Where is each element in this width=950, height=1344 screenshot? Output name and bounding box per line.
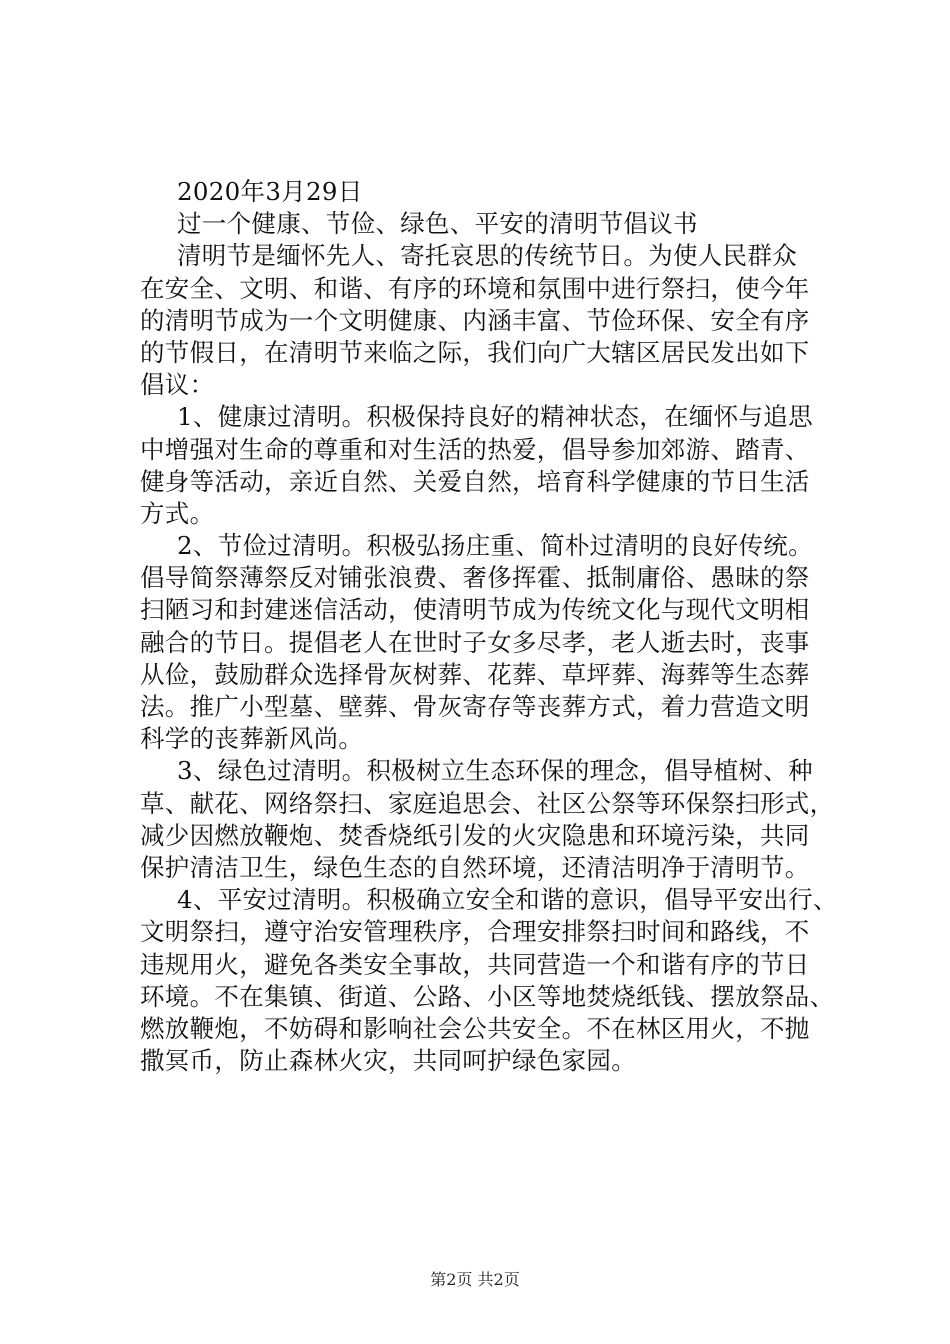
paragraph-line: 中增强对生命的尊重和对生活的热爱，倡导参加郊游、踏青、	[140, 434, 810, 464]
paragraph-line: 在安全、文明、和谐、有序的环境和氛围中进行祭扫，使今年	[140, 273, 810, 303]
paragraph-line: 3、绿色过清明。积极树立生态环保的理念，倡导植树、种	[177, 756, 813, 786]
paragraph-line: 环境。不在集镇、街道、公路、小区等地焚烧纸钱、摆放祭品、	[140, 981, 835, 1011]
paragraph-line: 保护清洁卫生，绿色生态的自然环境，还清洁明净于清明节。	[140, 852, 810, 882]
paragraph-line: 文明祭扫，遵守治安管理秩序，合理安排祭扫时间和路线，不	[140, 917, 810, 947]
item-3-paragraph	[140, 755, 835, 884]
paragraph-line: 方式。	[140, 498, 215, 528]
paragraph-line: 健身等活动，亲近自然、关爱自然，培育科学健康的节日生活	[140, 466, 810, 496]
paragraph-line: 撒冥币，防止森林火灾，共同呵护绿色家园。	[140, 1046, 636, 1076]
paragraph-line: 的节假日，在清明节来临之际，我们向广大辖区居民发出如下	[140, 337, 810, 367]
item-4-paragraph	[140, 884, 838, 1077]
paragraph-line: 违规用火，避免各类安全事故，共同营造一个和谐有序的节日	[140, 949, 810, 979]
item-1-paragraph	[140, 401, 830, 530]
paragraph-line: 清明节是缅怀先人、寄托哀思的传统节日。为使人民群众	[177, 241, 797, 271]
paragraph-line: 法。推广小型墓、壁葬、骨灰寄存等丧葬方式，着力营造文明	[140, 692, 810, 721]
document-body	[140, 176, 838, 1077]
paragraph-line: 融合的节日。提倡老人在世时子女多尽孝，老人逝去时，丧事	[140, 627, 810, 657]
paragraph-line: 减少因燃放鞭炮、焚香烧纸引发的火灾隐患和环境污染，共同	[140, 820, 810, 850]
paragraph-line: 4、平安过清明。积极确立安全和谐的意识，倡导平安出行、	[177, 885, 838, 915]
intro-paragraph	[140, 240, 830, 401]
paragraph-line: 燃放鞭炮，不妨碍和影响社会公共安全。不在林区用火，不抛	[140, 1013, 810, 1043]
paragraph-line: 1、健康过清明。积极保持良好的精神状态，在缅怀与追思	[177, 402, 813, 432]
paragraph-line: 倡导简祭薄祭反对铺张浪费、奢侈挥霍、抵制庸俗、愚昧的祭	[140, 563, 810, 593]
paragraph-line: 科学的丧葬新风尚。	[140, 724, 364, 754]
paragraph-line: 扫陋习和封建迷信活动，使清明节成为传统文化与现代文明相	[140, 595, 810, 625]
paragraph-line: 从俭，鼓励群众选择骨灰树葬、花葬、草坪葬、海葬等生态葬	[140, 659, 810, 689]
page-number-footer: 第2页 共2页	[430, 1270, 520, 1289]
paragraph-line: 草、献花、网络祭扫、家庭追思会、社区公祭等环保祭扫形式，	[140, 788, 835, 818]
paragraph-line: 2、节俭过清明。积极弘扬庄重、简朴过清明的良好传统。	[177, 531, 813, 561]
item-2-paragraph	[140, 530, 830, 755]
date-line: 2020年3月29日	[177, 177, 363, 206]
paragraph-line: 倡议：	[140, 370, 215, 400]
paragraph-line: 的清明节成为一个文明健康、内涵丰富、节俭环保、安全有序	[140, 305, 810, 335]
document-title: 过一个健康、节俭、绿色、平安的清明节倡议书	[177, 209, 698, 239]
